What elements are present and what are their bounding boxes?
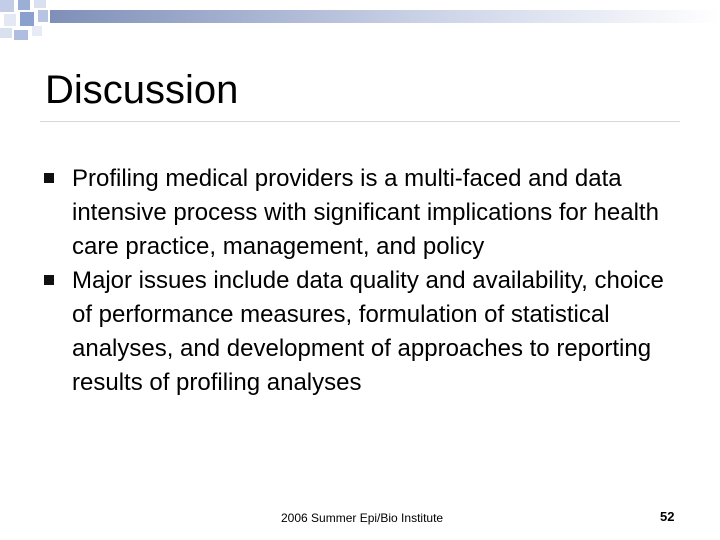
deco-square xyxy=(4,14,16,26)
deco-square xyxy=(18,0,30,10)
deco-square xyxy=(20,12,34,26)
deco-square xyxy=(38,10,48,22)
deco-square xyxy=(0,0,14,12)
deco-square xyxy=(0,28,12,38)
deco-square xyxy=(14,30,28,40)
deco-square xyxy=(34,0,46,8)
slide-footer: 2006 Summer Epi/Bio Institute xyxy=(281,511,444,525)
bullet-item xyxy=(44,162,684,264)
header-decoration xyxy=(0,0,720,50)
title-divider xyxy=(40,121,680,122)
bullet-list xyxy=(44,162,684,400)
square-bullet-icon xyxy=(44,275,54,285)
header-band xyxy=(50,10,720,23)
page-number: 52 xyxy=(660,509,675,524)
square-bullet-icon xyxy=(44,173,54,183)
bullet-text: Major issues include data quality and availability, choice of performance measures, formulation of statistical analyses, and development of approaches to reporting results of profiling analyses xyxy=(72,267,664,396)
slide-title: Discussion xyxy=(45,68,239,112)
bullet-text: Profiling medical providers is a multi-faced and data intensive process with significant implications for health care practice, management, and policy xyxy=(72,165,659,260)
deco-square xyxy=(32,26,42,36)
bullet-item xyxy=(44,264,684,400)
